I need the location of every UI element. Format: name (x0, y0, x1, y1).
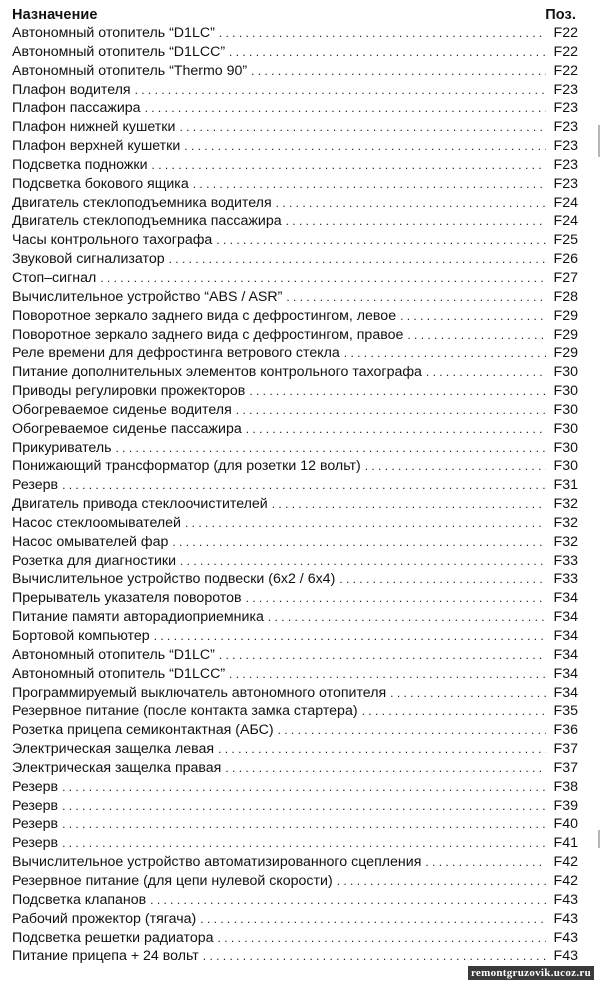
row-label: Автономный отопитель “Thermo 90” (12, 62, 248, 79)
row-label: Автономный отопитель “D1LC” (12, 25, 215, 41)
row-fuse-code: F30 (553, 458, 578, 475)
row-fuse-code: F34 (553, 628, 578, 644)
row-fuse-code: F37 (553, 759, 578, 776)
row-label: Розетка прицепа семиконтактная (АБС) (12, 722, 274, 739)
table-row (12, 363, 578, 382)
dot-leader (426, 363, 546, 382)
table-row (12, 288, 578, 307)
dot-leader (152, 156, 546, 175)
table-row (12, 759, 578, 778)
row-label: Автономный отопитель “D1LCC” (12, 665, 226, 682)
row-fuse-code: F29 (553, 345, 578, 362)
dot-leader (229, 665, 546, 684)
table-row (12, 439, 578, 458)
table-row (12, 137, 578, 156)
dot-leader (229, 43, 546, 62)
row-fuse-code: F25 (553, 232, 578, 249)
row-fuse-code: F38 (553, 778, 578, 795)
row-fuse-code: F37 (553, 741, 578, 758)
row-label: Вычислительное устройство подвески (6x2 / 6x4) (12, 571, 336, 588)
table-row (12, 702, 578, 721)
row-fuse-code: F34 (553, 665, 578, 682)
dot-leader (219, 24, 546, 43)
dot-leader (362, 702, 546, 721)
dot-leader (185, 514, 546, 533)
row-fuse-code: F36 (553, 722, 578, 739)
dot-leader (276, 194, 546, 213)
row-label: Резерв (12, 477, 59, 494)
table-row (12, 269, 578, 288)
row-label: Двигатель привода стеклоочистителей (12, 496, 268, 513)
row-fuse-code: F33 (553, 571, 578, 588)
table-row (12, 175, 578, 194)
dot-leader (337, 872, 546, 891)
row-label: Насос стеклоомывателей (12, 514, 181, 531)
dot-leader (172, 533, 546, 552)
dot-leader (216, 231, 546, 250)
row-fuse-code: F30 (553, 383, 578, 400)
table-row (12, 929, 578, 948)
row-fuse-code: F41 (553, 835, 578, 852)
row-label: Вычислительное устройство автоматизированного сцепления (12, 854, 422, 871)
dot-leader (169, 250, 546, 269)
dot-leader (390, 684, 546, 703)
dot-leader (236, 401, 546, 420)
dot-leader (62, 778, 546, 797)
row-label: Питание памяти авторадиоприемника (12, 609, 264, 626)
table-row (12, 834, 578, 853)
row-fuse-code: F26 (553, 251, 578, 268)
table-row (12, 552, 578, 571)
row-fuse-code: F28 (553, 288, 578, 305)
dot-leader (218, 929, 546, 948)
row-fuse-code: F35 (553, 703, 578, 720)
row-fuse-code: F23 (553, 156, 578, 173)
table-row (12, 608, 578, 627)
table-row (12, 118, 578, 137)
column-header-position: Поз. (545, 7, 576, 23)
row-fuse-code: F32 (553, 533, 578, 550)
table-row (12, 570, 578, 589)
dot-leader (203, 947, 546, 966)
table-header (12, 3, 578, 23)
row-label: Розетка для диагностики (12, 552, 177, 569)
row-fuse-code: F39 (553, 797, 578, 814)
row-label: Электрическая защелка правая (12, 759, 222, 776)
row-fuse-code: F43 (553, 948, 578, 965)
dot-leader (246, 420, 546, 439)
row-label: Плафон пассажира (12, 100, 141, 117)
row-fuse-code: F24 (553, 194, 578, 211)
table-row (12, 853, 578, 872)
row-label: Двигатель стеклоподъемника водителя (12, 194, 272, 211)
row-fuse-code: F23 (553, 100, 578, 117)
table-row (12, 627, 578, 646)
row-fuse-code: F34 (553, 684, 578, 701)
row-fuse-code: F43 (553, 929, 578, 946)
dot-leader (62, 797, 546, 816)
row-label: Плафон верхней кушетки (12, 138, 181, 155)
row-label: Электрическая защелка левая (12, 741, 215, 758)
row-label: Плафон водителя (12, 81, 131, 98)
row-fuse-code: F23 (553, 138, 578, 155)
row-label: Двигатель стеклоподъемника пассажира (12, 213, 282, 230)
row-fuse-code: F23 (553, 119, 578, 136)
row-label: Резервное питание (для цепи нулевой скорости) (12, 872, 333, 889)
table-row (12, 891, 578, 910)
dot-leader (272, 495, 546, 514)
row-label: Обогреваемое сиденье пассажира (12, 420, 242, 437)
row-fuse-code: F23 (553, 81, 578, 98)
table-row (12, 401, 578, 420)
row-fuse-code: F23 (553, 175, 578, 192)
row-fuse-code: F34 (553, 590, 578, 607)
row-label: Резерв (12, 835, 59, 852)
table-row (12, 420, 578, 439)
table-row (12, 910, 578, 929)
row-label: Программируемый выключатель автономного отопителя (12, 684, 387, 701)
dot-leader (62, 834, 546, 853)
table-row (12, 514, 578, 533)
row-label: Звуковой сигнализатор (12, 251, 165, 268)
dot-leader (249, 382, 546, 401)
row-label: Прикуриватель (12, 439, 112, 456)
row-fuse-code: F30 (553, 364, 578, 381)
dot-leader (286, 288, 546, 307)
dot-leader (268, 608, 546, 627)
row-label: Резервное питание (после контакта замка стартера) (12, 703, 358, 720)
table-row (12, 457, 578, 476)
column-header-assignment: Назначение (12, 7, 98, 23)
table-row (12, 382, 578, 401)
dot-leader (62, 476, 546, 495)
table-row (12, 344, 578, 363)
row-fuse-code: F43 (553, 891, 578, 908)
table-row (12, 99, 578, 118)
table-row (12, 326, 578, 345)
row-label: Насос омывателей фар (12, 533, 169, 550)
dot-leader (180, 552, 546, 571)
row-label: Резерв (12, 816, 59, 833)
row-label: Автономный отопитель “D1LCC” (12, 43, 226, 60)
row-label: Подсветка решетки радиатора (12, 929, 214, 946)
row-label: Подсветка бокового ящика (12, 175, 189, 192)
row-fuse-code: F22 (553, 62, 578, 79)
dot-leader (100, 269, 546, 288)
row-label: Прерыватель указателя поворотов (12, 590, 242, 607)
table-row (12, 665, 578, 684)
row-label: Вычислительное устройство “ABS / ASR” (12, 288, 283, 305)
dot-leader (365, 457, 546, 476)
dot-leader (246, 589, 546, 608)
dot-leader (145, 99, 546, 118)
row-label: Резерв (12, 797, 59, 814)
table-row (12, 533, 578, 552)
row-fuse-code: F24 (553, 213, 578, 230)
table-row (12, 81, 578, 100)
dot-leader (200, 910, 546, 929)
row-label: Обогреваемое сиденье водителя (12, 401, 232, 418)
row-fuse-code: F40 (553, 816, 578, 833)
row-fuse-code: F32 (553, 514, 578, 531)
row-label: Реле времени для дефростинга ветрового стекла (12, 345, 340, 362)
dot-leader (339, 570, 546, 589)
row-label: Резерв (12, 778, 59, 795)
dot-leader (286, 212, 546, 231)
dot-leader (150, 891, 546, 910)
row-fuse-code: F42 (553, 854, 578, 871)
dot-leader (407, 326, 546, 345)
dot-leader (344, 344, 546, 363)
dot-leader (116, 439, 546, 458)
row-label: Автономный отопитель “D1LC” (12, 646, 215, 663)
table-rows (12, 24, 578, 966)
dot-leader (184, 137, 546, 156)
row-fuse-code: F22 (553, 43, 578, 60)
row-label: Подсветка клапанов (12, 891, 147, 908)
table-row (12, 250, 578, 269)
table-row (12, 778, 578, 797)
table-row (12, 947, 578, 966)
table-row (12, 872, 578, 891)
row-label: Часы контрольного тахографа (12, 232, 213, 249)
row-label: Плафон нижней кушетки (12, 119, 176, 136)
table-row (12, 24, 578, 43)
table-row (12, 684, 578, 703)
dot-leader (425, 853, 546, 872)
row-label: Поворотное зеркало заднего вида с дефростингом, правое (12, 326, 404, 343)
row-label: Бортовой компьютер (12, 628, 150, 644)
site-watermark: remontgruzovik.ucoz.ru (468, 966, 594, 980)
table-row (12, 43, 578, 62)
table-row (12, 740, 578, 759)
row-label: Рабочий прожектор (тягача) (12, 910, 197, 927)
table-row (12, 307, 578, 326)
table-row (12, 646, 578, 665)
dot-leader (135, 81, 546, 100)
row-label: Стоп–сигнал (12, 269, 97, 286)
row-fuse-code: F29 (553, 307, 578, 324)
dot-leader (193, 175, 546, 194)
table-row (12, 495, 578, 514)
table-row (12, 589, 578, 608)
dot-leader (218, 740, 546, 759)
row-fuse-code: F27 (553, 269, 578, 286)
dot-leader (219, 646, 546, 665)
row-label: Приводы регулировки прожекторов (12, 383, 246, 400)
row-label: Поворотное зеркало заднего вида с дефростингом, левое (12, 307, 397, 324)
dot-leader (278, 721, 546, 740)
row-fuse-code: F30 (553, 420, 578, 437)
row-fuse-code: F34 (553, 646, 578, 663)
fuse-assignment-table (12, 3, 578, 966)
row-fuse-code: F33 (553, 552, 578, 569)
row-fuse-code: F22 (553, 25, 578, 41)
table-row (12, 476, 578, 495)
row-fuse-code: F30 (553, 439, 578, 456)
row-fuse-code: F29 (553, 326, 578, 343)
dot-leader (225, 759, 546, 778)
table-row (12, 212, 578, 231)
table-row (12, 194, 578, 213)
table-row (12, 231, 578, 250)
row-fuse-code: F30 (553, 401, 578, 418)
row-label: Питание дополнительных элементов контрольного тахографа (12, 364, 422, 381)
row-label: Подсветка подножки (12, 156, 148, 173)
dot-leader (62, 815, 546, 834)
row-fuse-code: F34 (553, 609, 578, 626)
row-fuse-code: F31 (553, 477, 578, 494)
dot-leader (179, 118, 546, 137)
dot-leader (400, 307, 546, 326)
table-row (12, 62, 578, 81)
row-fuse-code: F43 (553, 910, 578, 927)
table-row (12, 721, 578, 740)
row-fuse-code: F42 (553, 872, 578, 889)
table-row (12, 815, 578, 834)
row-fuse-code: F32 (553, 496, 578, 513)
row-label: Понижающий трансформатор (для розетки 12 вольт) (12, 458, 361, 475)
dot-leader (154, 627, 546, 646)
dot-leader (251, 62, 546, 81)
table-row (12, 797, 578, 816)
row-label: Питание прицепа + 24 вольт (12, 948, 199, 965)
table-row (12, 156, 578, 175)
